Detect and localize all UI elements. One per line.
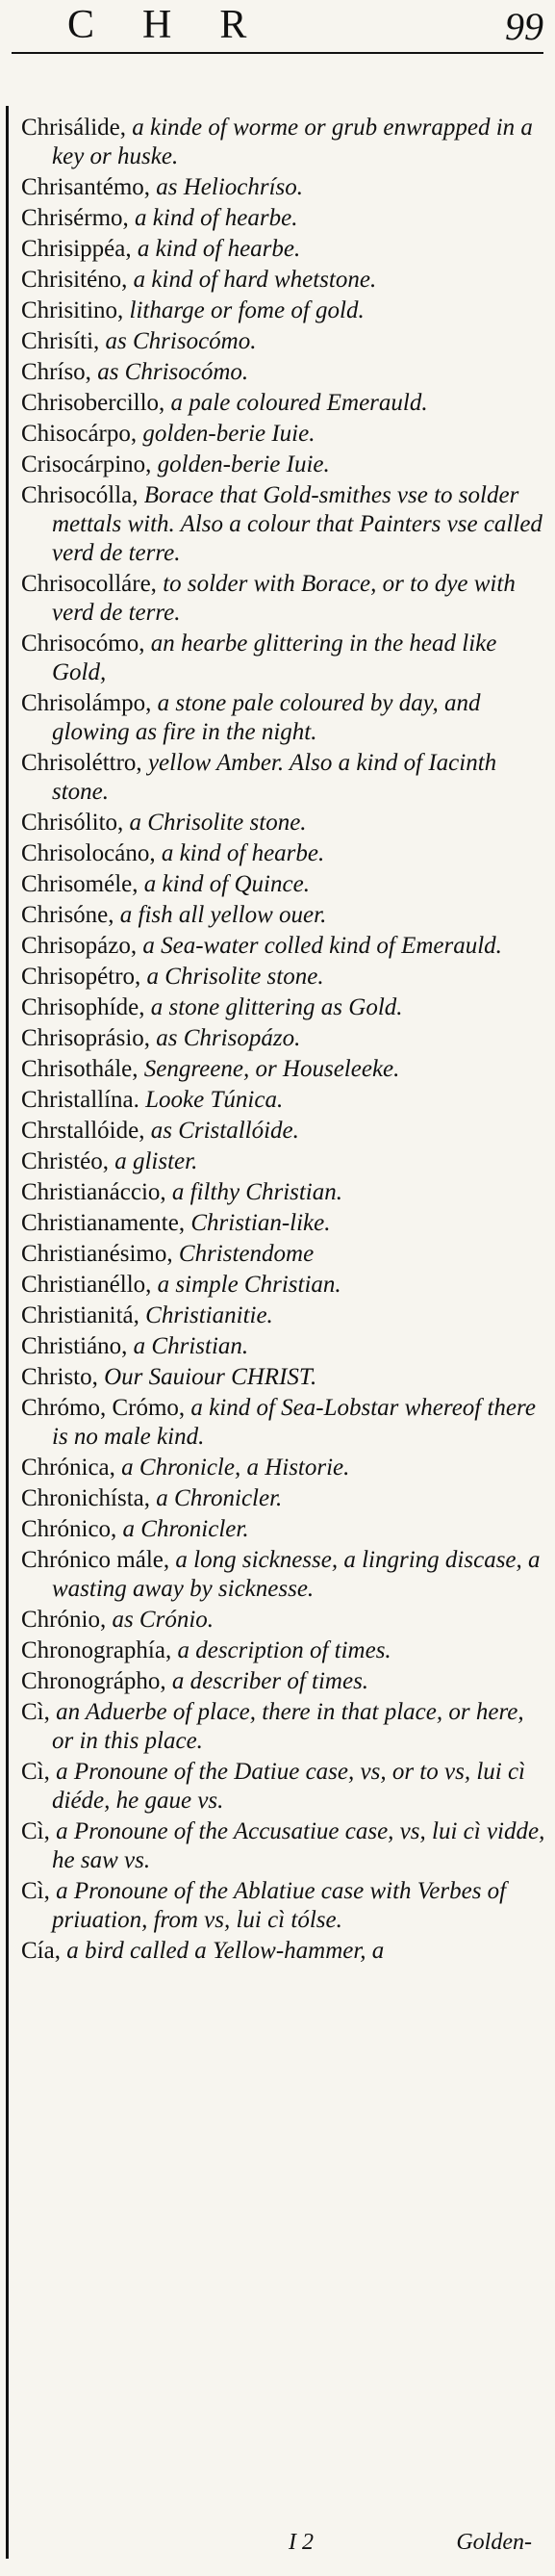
entry-definition: Borace that Gold-smithes vse to solder mettals with. Also a colour that Painters vse called verd de terre. <box>52 482 542 566</box>
dictionary-entry <box>21 1332 547 1361</box>
entry-headword: Chrónico mále, <box>21 1547 170 1573</box>
dictionary-entry <box>21 173 547 202</box>
dictionary-entry <box>21 1178 547 1207</box>
dictionary-entry <box>21 839 547 868</box>
entry-headword: Chrisantémo, <box>21 174 151 200</box>
entry-definition: a kinde of worme or grub enwrapped in a key or huske. <box>52 115 533 169</box>
entry-headword: Christéo, <box>21 1148 109 1174</box>
page-number: 99 <box>505 5 543 48</box>
entry-definition: a fish all yellow ouer. <box>119 902 327 928</box>
entry-definition: as Heliochríso. <box>156 174 304 200</box>
dictionary-entry <box>21 1758 547 1816</box>
dictionary-entry <box>21 327 547 356</box>
dictionary-entry <box>21 963 547 992</box>
entry-headword: Chrisérmo, <box>21 205 129 231</box>
entry-headword: Cì, <box>21 1759 50 1785</box>
entry-headword: Cì, <box>21 1699 50 1725</box>
dictionary-entry <box>21 993 547 1022</box>
entry-headword: Chrisolámpo, <box>21 690 152 716</box>
entry-headword: Chrisocómo, <box>21 631 145 657</box>
entry-headword: Chrisopázo, <box>21 933 138 959</box>
dictionary-entry <box>21 1147 547 1176</box>
dictionary-entry <box>21 870 547 899</box>
entry-headword: Cì, <box>21 1878 50 1904</box>
entry-headword: Chrisolocáno, <box>21 840 156 866</box>
entry-definition: as Cristallóide. <box>150 1118 299 1144</box>
entry-definition: a describer of times. <box>171 1668 369 1694</box>
dictionary-entry <box>21 1546 547 1604</box>
entry-definition: to solder with Borace, or to dye with verd de terre. <box>52 571 516 626</box>
entry-definition: a kind of hearbe. <box>135 205 298 231</box>
entry-headword: Christianáccio, <box>21 1179 166 1205</box>
entry-definition: a Pronoune of the Accusatiue case, vs, lui cì vidde, he saw vs. <box>52 1818 545 1873</box>
entry-headword: Chrisoprásio, <box>21 1025 151 1051</box>
entry-definition: golden-berie Iuie. <box>142 421 315 447</box>
dictionary-entry <box>21 1515 547 1544</box>
entry-definition: a stone pale coloured by day, and glowing as fire in the night. <box>52 690 481 745</box>
entry-headword: Chrómo, Crómo, <box>21 1395 186 1421</box>
dictionary-entry <box>21 570 547 628</box>
entry-definition: a glister. <box>114 1148 198 1174</box>
dictionary-entry <box>21 1271 547 1300</box>
entry-definition: a kind of Quince. <box>143 871 310 897</box>
entry-headword: Chrisitino, <box>21 297 124 323</box>
entry-headword: Chrisoléttro, <box>21 750 142 776</box>
entry-definition: a kind of hearbe. <box>161 840 325 866</box>
dictionary-entry <box>21 1817 547 1875</box>
entry-definition: a Sea-water colled kind of Emerauld. <box>142 933 502 959</box>
entry-definition: as Crónio. <box>112 1607 214 1633</box>
entry-definition: an hearbe glittering in the head like Gold, <box>52 631 497 685</box>
dictionary-entry <box>21 1484 547 1513</box>
entry-headword: Christianéllo, <box>21 1272 152 1298</box>
dictionary-entry <box>21 266 547 295</box>
dictionary-column <box>21 114 547 1968</box>
entry-headword: Chisocárpo, <box>21 421 138 447</box>
entry-headword: Crisocárpino, <box>21 451 152 477</box>
entry-headword: Cì, <box>21 1818 50 1844</box>
entry-definition: Christendome <box>178 1241 315 1267</box>
dictionary-entry <box>21 749 547 807</box>
entry-headword: Chrisocólla, <box>21 482 139 508</box>
entry-headword: Chrisopétro, <box>21 964 141 990</box>
entry-definition: litharge or fome of gold. <box>129 297 365 323</box>
entry-headword: Chrisíti, <box>21 328 100 354</box>
entry-headword: Chronichísta, <box>21 1485 151 1511</box>
dictionary-entry <box>21 630 547 687</box>
entry-definition: a kind of hearbe. <box>137 236 301 262</box>
entry-headword: Chrisophíde, <box>21 994 145 1020</box>
entry-definition: as Chrisocómo. <box>97 359 249 385</box>
dictionary-entry <box>21 1606 547 1635</box>
entry-headword: Chronográpho, <box>21 1668 166 1694</box>
entry-headword: Chrónico, <box>21 1516 117 1542</box>
entry-headword: Christianitá, <box>21 1302 139 1328</box>
entry-definition: a Chrisolite stone. <box>146 964 324 990</box>
entry-headword: Chrisothále, <box>21 1056 139 1082</box>
dictionary-entry <box>21 1698 547 1756</box>
dictionary-entry <box>21 1055 547 1084</box>
dictionary-entry <box>21 1240 547 1269</box>
entry-headword: Chrisobercillo, <box>21 390 165 416</box>
entry-headword: Chrisoméle, <box>21 871 139 897</box>
entry-headword: Cía, <box>21 1938 61 1964</box>
entry-headword: Chrisólito, <box>21 810 124 836</box>
dictionary-entry <box>21 1117 547 1146</box>
header-rule <box>12 52 543 54</box>
entry-headword: Chrisóne, <box>21 902 114 928</box>
entry-headword: Christallína. <box>21 1087 139 1113</box>
entry-headword: Chrisippéa, <box>21 236 132 262</box>
catchword: Golden- <box>456 2530 532 2555</box>
dictionary-entry <box>21 481 547 568</box>
dictionary-entry <box>21 1301 547 1330</box>
entry-definition: Sengreene, or Houseleeke. <box>143 1056 400 1082</box>
dictionary-entry <box>21 1086 547 1115</box>
entry-headword: Chríso, <box>21 359 91 385</box>
dictionary-entry <box>21 235 547 264</box>
dictionary-entry <box>21 1937 547 1966</box>
dictionary-entry <box>21 296 547 325</box>
dictionary-entry <box>21 932 547 961</box>
entry-definition: a Pronoune of the Ablatiue case with Verbes of priuation, from vs, lui cì tólse. <box>52 1878 507 1933</box>
entry-headword: Christo, <box>21 1364 98 1390</box>
entry-headword: Chrisálide, <box>21 115 127 141</box>
entry-definition: a Pronoune of the Datiue case, vs, or to vs, lui cì diéde, he gaue vs. <box>52 1759 526 1814</box>
entry-definition: a simple Christian. <box>157 1272 341 1298</box>
entry-definition: a long sicknesse, a lingring discase, a wasting away by sicknesse. <box>52 1547 541 1602</box>
dictionary-entry <box>21 114 547 171</box>
entry-definition: an Aduerbe of place, there in that place, or here, or in this place. <box>52 1699 524 1754</box>
entry-definition: a pale coloured Emerauld. <box>170 390 428 416</box>
dictionary-entry <box>21 420 547 449</box>
entry-headword: Christianamente, <box>21 1210 186 1236</box>
dictionary-entry <box>21 1454 547 1482</box>
entry-headword: Chrisocolláre, <box>21 571 157 597</box>
entry-definition: a Chrisolite stone. <box>129 810 307 836</box>
signature-mark: I 2 <box>289 2530 314 2555</box>
entry-headword: Christiáno, <box>21 1333 128 1359</box>
entry-headword: Chrónio, <box>21 1607 107 1633</box>
dictionary-entry <box>21 1363 547 1392</box>
dictionary-entry <box>21 451 547 479</box>
entry-headword: Chrstallóide, <box>21 1118 145 1144</box>
dictionary-entry <box>21 809 547 837</box>
entry-definition: a kind of hard whetstone. <box>133 267 377 293</box>
running-header <box>0 0 555 50</box>
entry-definition: a Chronicler. <box>122 1516 249 1542</box>
entry-definition: a Chronicler. <box>156 1485 283 1511</box>
entry-definition: Christianitie. <box>145 1302 273 1328</box>
entry-definition: as Chrisopázo. <box>156 1025 301 1051</box>
entry-headword: Chronographía, <box>21 1637 172 1663</box>
dictionary-entry <box>21 1877 547 1935</box>
entry-definition: golden-berie Iuie. <box>157 451 330 477</box>
entry-definition: a kind of Sea-Lobstar whereof there is no male kind. <box>52 1395 536 1450</box>
dictionary-entry <box>21 1667 547 1696</box>
running-head: CHR <box>67 3 295 47</box>
dictionary-entry <box>21 1024 547 1053</box>
dictionary-entry <box>21 204 547 233</box>
entry-definition: Christian-like. <box>190 1210 331 1236</box>
dictionary-entry <box>21 389 547 418</box>
dictionary-entry <box>21 1636 547 1665</box>
dictionary-entry <box>21 689 547 747</box>
entry-definition: a filthy Christian. <box>171 1179 343 1205</box>
dictionary-entry <box>21 358 547 387</box>
entry-definition: Our Sauiour CHRIST. <box>104 1364 317 1390</box>
entry-definition: a stone glittering as Gold. <box>150 994 403 1020</box>
entry-definition: a description of times. <box>177 1637 391 1663</box>
dictionary-entry <box>21 1394 547 1452</box>
entry-definition: a Chronicle, a Historie. <box>121 1455 350 1481</box>
entry-definition: a bird called a Yellow-hammer, a <box>66 1938 385 1964</box>
entry-headword: Chrónica, <box>21 1455 115 1481</box>
entry-definition: Looke Túnica. <box>145 1087 284 1113</box>
entry-headword: Christianésimo, <box>21 1241 173 1267</box>
entry-definition: yellow Amber. Also a kind of Iacinth stone. <box>52 750 497 805</box>
entry-definition: as Chrisocómo. <box>105 328 257 354</box>
entry-definition: a Christian. <box>133 1333 249 1359</box>
column-rule <box>6 106 9 2559</box>
dictionary-entry <box>21 1209 547 1238</box>
dictionary-entry <box>21 901 547 930</box>
entry-headword: Chrisiténo, <box>21 267 128 293</box>
